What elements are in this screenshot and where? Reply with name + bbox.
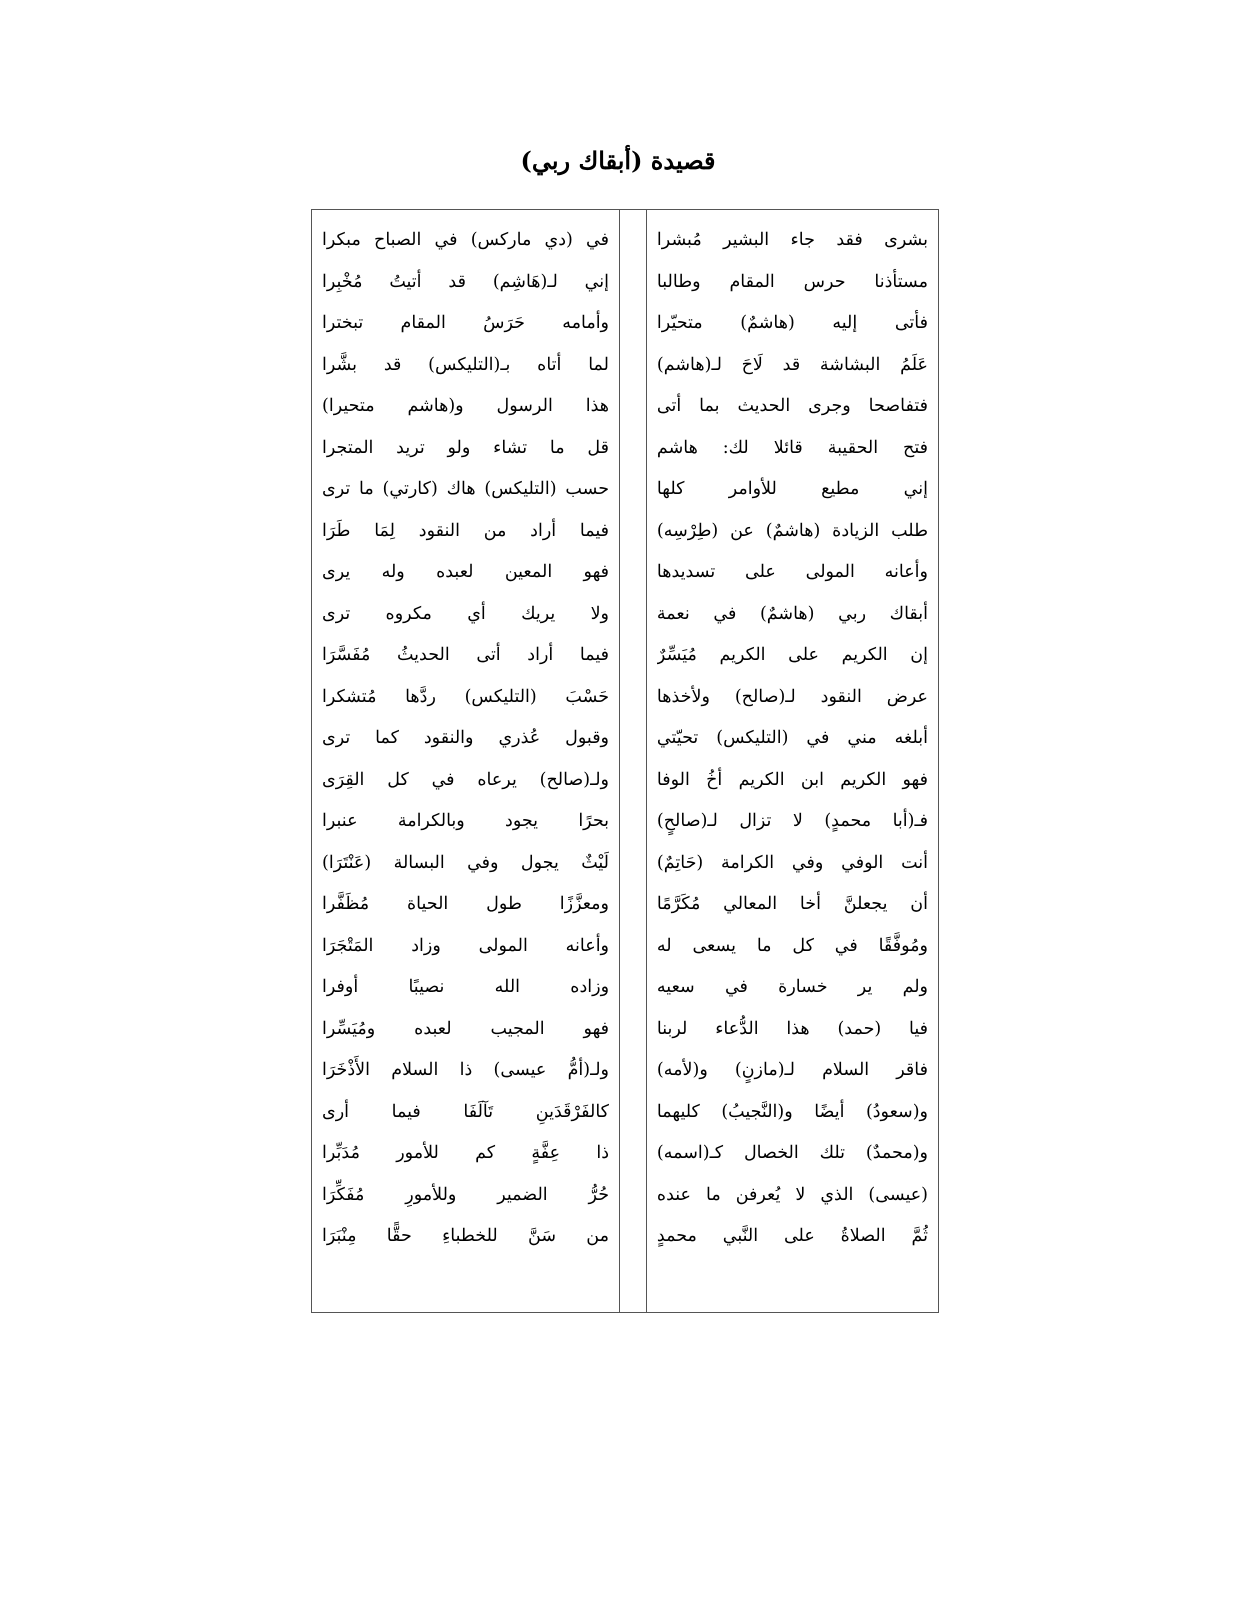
right-column — [647, 210, 938, 1312]
poem-line: إن الكريم على الكريم مُيَسِّرٌ — [656, 645, 928, 665]
poem-line: فيما أراد أتى الحديثُ مُفَسَّرَا — [322, 645, 610, 665]
poem-line: طلب الزيادة (هاشمٌ) عن (طِرْسِه) — [656, 520, 928, 541]
poem-line: أبقاك ربي (هاشمٌ) في نعمة — [656, 603, 928, 624]
column-separator — [619, 210, 647, 1312]
poem-line: ذا عِفَّةٍ كم للأمور مُدَبِّرا — [322, 1143, 610, 1163]
poem-line: ومُوفَّقًا في كل ما يسعى له — [656, 935, 928, 956]
poem-line: حسب (التليكس) هاك (كارتي) ما ترى — [322, 479, 610, 499]
poem-line: إني لـ(هَاشِم) قد أتيتُ مُخْبِرا — [322, 271, 610, 292]
poem-line: ومعزَّزًا طول الحياة مُظَفَّرا — [322, 894, 610, 914]
poem-line: فأتى إليه (هاشمٌ) متحيّرا — [656, 313, 928, 333]
poem-line: هذا الرسول و(هاشم متحيرا) — [322, 396, 610, 416]
poem-line: إني مطيع للأوامر كلها — [656, 479, 928, 499]
poem-line: ثُمَّ الصلاةُ على النَّبي محمدٍ — [656, 1226, 928, 1246]
left-column — [312, 210, 619, 1312]
poem-line: عَلَمُ البشاشة قد لَاحَ لـ(هاشم) — [656, 354, 928, 375]
poem-line: فهو الكريم ابن الكريم أخُ الوفا — [656, 769, 928, 790]
poem-line: لما أتاه بـ(التليكس) قد بشَّرا — [322, 354, 610, 375]
poem-line: قل ما تشاء ولو تريد المتجرا — [322, 437, 610, 458]
poem-line: أبلغه مني في (التليكس) تحيّتي — [656, 728, 928, 748]
poem-line: وأعانه المولى على تسديدها — [656, 562, 928, 582]
poem-line: ولم ير خسارة في سعيه — [656, 977, 928, 997]
poem-line: ولـ(صالح) يرعاه في كل القِرَى — [322, 769, 610, 790]
poem-line: فتح الحقيبة قائلا لك: هاشم — [656, 437, 928, 458]
poem-line: فهو المجيب لعبده ومُيَسِّرا — [322, 1018, 610, 1039]
poem-line: ولـ(أمُّ عيسى) ذا السلام الأَذْخَرَا — [322, 1060, 610, 1080]
poem-line: وأمامه حَرَسُ المقام تبخترا — [322, 313, 610, 333]
poem-line: حُرُّ الضمير وللأمورِ مُفَكِّرَا — [322, 1184, 610, 1205]
poem-line: فهو المعين لعبده وله يرى — [322, 562, 610, 582]
poem-line: فـ(أبا محمدٍ) لا تزال لـ(صالحٍ) — [656, 811, 928, 831]
poem-line: فتفاصحا وجرى الحديث بما أتى — [656, 396, 928, 416]
poem-line: عرض النقود لـ(صالح) ولأخذها — [656, 686, 928, 707]
poem-line: وأعانه المولى وزاد المَتْجَرَا — [322, 935, 610, 956]
poem-line: وقبول عُذري والنقود كما ترى — [322, 728, 610, 748]
poem-line: بحرًا يجود وبالكرامة عنبرا — [322, 811, 610, 831]
poem-line: كالفَرْقَدَينِ تَآلَفَا فيما أرى — [322, 1101, 610, 1122]
poem-title: قصيدة (أبقاك ربي) — [520, 146, 716, 175]
poem-line: بشرى فقد جاء البشير مُبشرا — [656, 230, 928, 250]
poem-line: من سَنَّ للخطباءِ حقًّا مِنْبَرَا — [322, 1226, 610, 1246]
poem-line: و(محمدٌ) تلك الخصال كـ(اسمه) — [656, 1143, 928, 1163]
poem-line: فاقر السلام لـ(مازنٍ) و(لأمه) — [656, 1060, 928, 1080]
poem-line: في (دي ماركس) في الصباح مبكرا — [322, 230, 610, 250]
poem-line: و(سعودُ) أيضًا و(النَّجيبُ) كليهما — [656, 1101, 928, 1122]
poem-table — [311, 209, 939, 1313]
poem-line: لَيْثٌ يجول وفي البسالة (عَنْتَرَا) — [322, 852, 610, 873]
poem-line: فيما أراد من النقود لِمَا طَرَا — [322, 520, 610, 541]
poem-line: أن يجعلنَّ أخا المعالي مُكَرَّمًا — [656, 894, 928, 914]
poem-line: مستأذنا حرس المقام وطالبا — [656, 271, 928, 292]
poem-line: حَسْبَ (التليكس) ردَّها مُتشكرا — [322, 686, 610, 707]
poem-line: (عيسى) الذي لا يُعرفن ما عنده — [656, 1184, 928, 1205]
poem-line: وزاده الله نصيبًا أوفرا — [322, 977, 610, 997]
poem-line: ولا يريك أي مكروه ترى — [322, 603, 610, 624]
poem-line: فيا (حمد) هذا الدُّعاء لربنا — [656, 1018, 928, 1039]
poem-line: أنت الوفي وفي الكرامة (حَاتِمٌ) — [656, 852, 928, 873]
